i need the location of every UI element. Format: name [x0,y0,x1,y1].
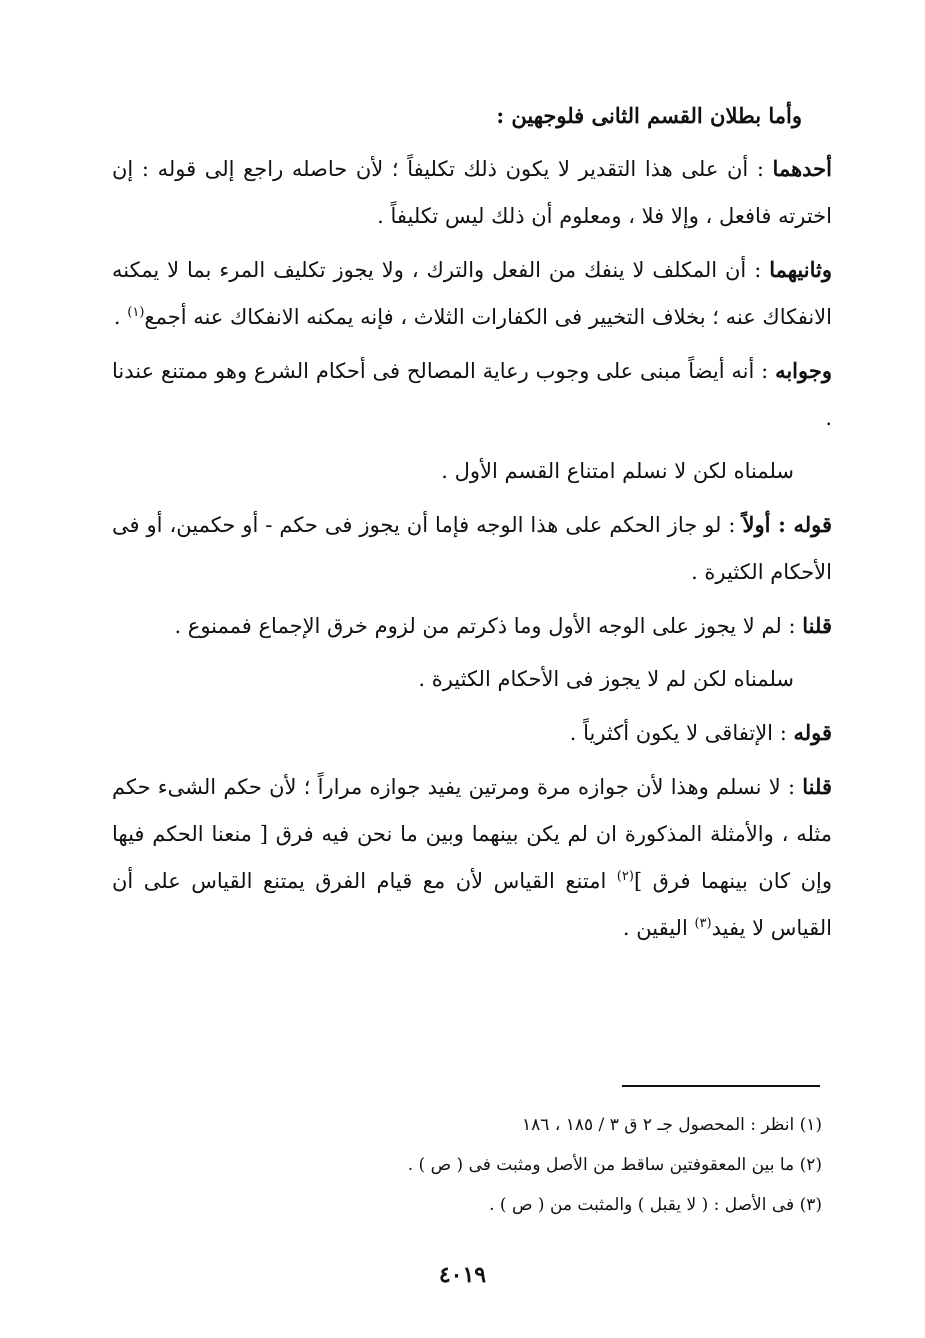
paragraph-tail: . [113,305,128,329]
paragraph-lead: قوله [793,720,832,745]
paragraph-lead: أحدهما [772,156,832,181]
paragraph-text: سلمناه لكن لا نسلم امتناع القسم الأول . [441,459,794,483]
paragraph-reply-2 [112,763,832,952]
main-text [112,92,832,952]
footnote-2: (٢) ما بين المعقوفتين ساقط من الأصل ومثبت فى ( ص ) . [407,1155,822,1175]
paragraph-lead: قلنا [802,613,832,638]
page-number: ٤٠١٩ [438,1262,487,1288]
paragraph-lead: وثانيهما [769,257,832,282]
footnote-ref: (٢) [616,869,634,884]
paragraph-lead: قلنا [802,774,832,799]
paragraph-lead: وجوابه [775,358,832,383]
paragraph-lead: قوله : أولاً [742,512,832,537]
footnote-divider [622,1085,820,1087]
paragraph-first-reason [112,145,832,240]
paragraph-text: : لم لا يجوز على الوجه الأول وما ذكرتم من لزوم خرق الإجماع فممنوع . [174,614,803,638]
paragraph-text: : الإتفاقى لا يكون أكثرياً . [569,721,794,745]
paragraph-concession-2 [112,656,832,703]
section-heading: وأما بطلان القسم الثانى فلوجهين : [496,103,802,128]
paragraph-text: : أنه أيضاً مبنى على وجوب رعاية المصالح فى أحكام الشرع وهو ممتنع عندنا . [112,359,832,430]
paragraph-text: : لا نسلم وهذا لأن جوازه مرة ومرتين يفيد جوازه مراراً ؛ لأن حكم الشىء حكم مثله ، والأمثلة المذكورة ان لم يكن بينهما وبين ما نحن فيه فرق [ منعنا الحكم فيها وإن كان بينهما فرق ] [112,775,832,893]
paragraph-concession-1 [112,448,832,495]
footnote-ref: (١) [127,305,145,320]
paragraph-second-reason [112,246,832,341]
paragraph-objection-first [112,501,832,596]
paragraph-text: سلمناه لكن لم لا يجوز فى الأحكام الكثيرة . [418,667,794,691]
paragraph-text: : لو جاز الحكم على هذا الوجه فإما أن يجوز فى حكم - أو حكمين، أو فى الأحكام الكثيرة . [112,513,832,584]
paragraph-text: : أن على هذا التقدير لا يكون ذلك تكليفاً ؛ لأن حاصله راجع إلى قوله : إن اخترته فافعل ، وإلا فلا ، ومعلوم أن ذلك ليس تكليفاً . [112,157,832,228]
paragraph-tail: اليقين . [622,916,695,940]
paragraph-answer [112,347,832,442]
footnote-ref: (٣) [694,916,712,931]
paragraph-objection-second [112,709,832,757]
footnotes [300,1105,822,1225]
paragraph-reply-1 [112,602,832,650]
paragraph-text: : أن المكلف لا ينفك من الفعل والترك ، ولا يجوز تكليف المرء بما لا يمكنه الانفكاك عنه ؛ بخلاف التخيير فى الكفارات الثلاث ، فإنه يمكنه الانفكاك عنه أجمع [112,258,832,329]
paragraph-text-continued: امتنع القياس لأن مع قيام الفرق يمتنع القياس على أن القياس لا يفيد [112,869,832,940]
footnote-1: (١) انظر : المحصول جـ ٢ ق ٣ / ١٨٥ ، ١٨٦ [522,1115,822,1135]
footnote-3: (٣) فى الأصل : ( لا يقبل ) والمثبت من ( ص ) . [489,1195,822,1215]
